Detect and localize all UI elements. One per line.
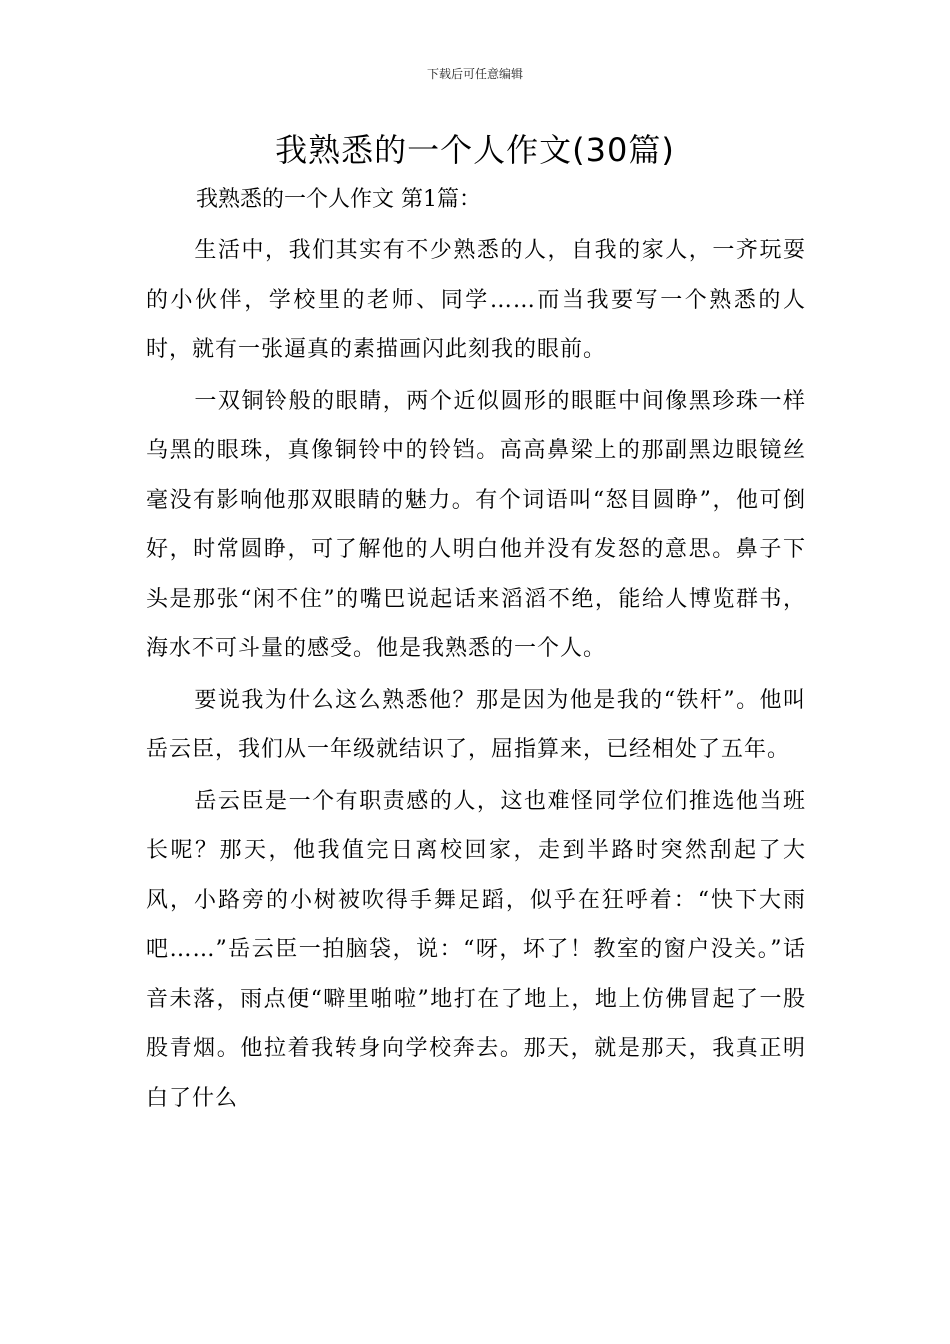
- page-header: 下载后可任意编辑: [426, 67, 523, 81]
- paragraph: 要说我为什么这么熟悉他？那是因为他是我的“铁杆”。他叫岳云臣，我们从一年级就结识了，屈指算来，已经相处了五年。: [146, 687, 806, 762]
- document-title: 我熟悉的一个人作文(30篇): [275, 131, 675, 169]
- paragraph: 岳云臣是一个有职责感的人，这也难怪同学位们推选他当班长呢？那天，他我值完日离校回家，走到半路时突然刮起了大风，小路旁的小树被吹得手舞足蹈，似乎在狂呼着：“快下大雨吧……”岳云臣一拍脑袋，说：“呀，坏了！教室的窗户没关。”话音未落，雨点便“噼里啪啦”地打在了地上，地上仿佛冒起了一股股青烟。他拉着我转身向学校奔去。那天，就是那天，我真正明白了什么: [146, 788, 806, 1111]
- paragraph: 生活中，我们其实有不少熟悉的人，自我的家人，一齐玩耍的小伙伴，学校里的老师、同学……而当我要写一个熟悉的人时，就有一张逼真的素描画闪此刻我的眼前。: [146, 238, 806, 362]
- essay-body: [146, 226, 806, 1125]
- section-heading: 我熟悉的一个人作文 第1篇：: [196, 187, 481, 212]
- paragraph: 一双铜铃般的眼睛，两个近似圆形的眼眶中间像黑珍珠一样乌黑的眼珠，真像铜铃中的铃铛。高高鼻梁上的那副黑边眼镜丝毫没有影响他那双眼睛的魅力。有个词语叫“怒目圆睁”，他可倒好，时常圆睁，可了解他的人明白他并没有发怒的意思。鼻子下头是那张“闲不住”的嘴巴说起话来滔滔不绝，能给人博览群书，海水不可斗量的感受。他是我熟悉的一个人。: [146, 388, 806, 661]
